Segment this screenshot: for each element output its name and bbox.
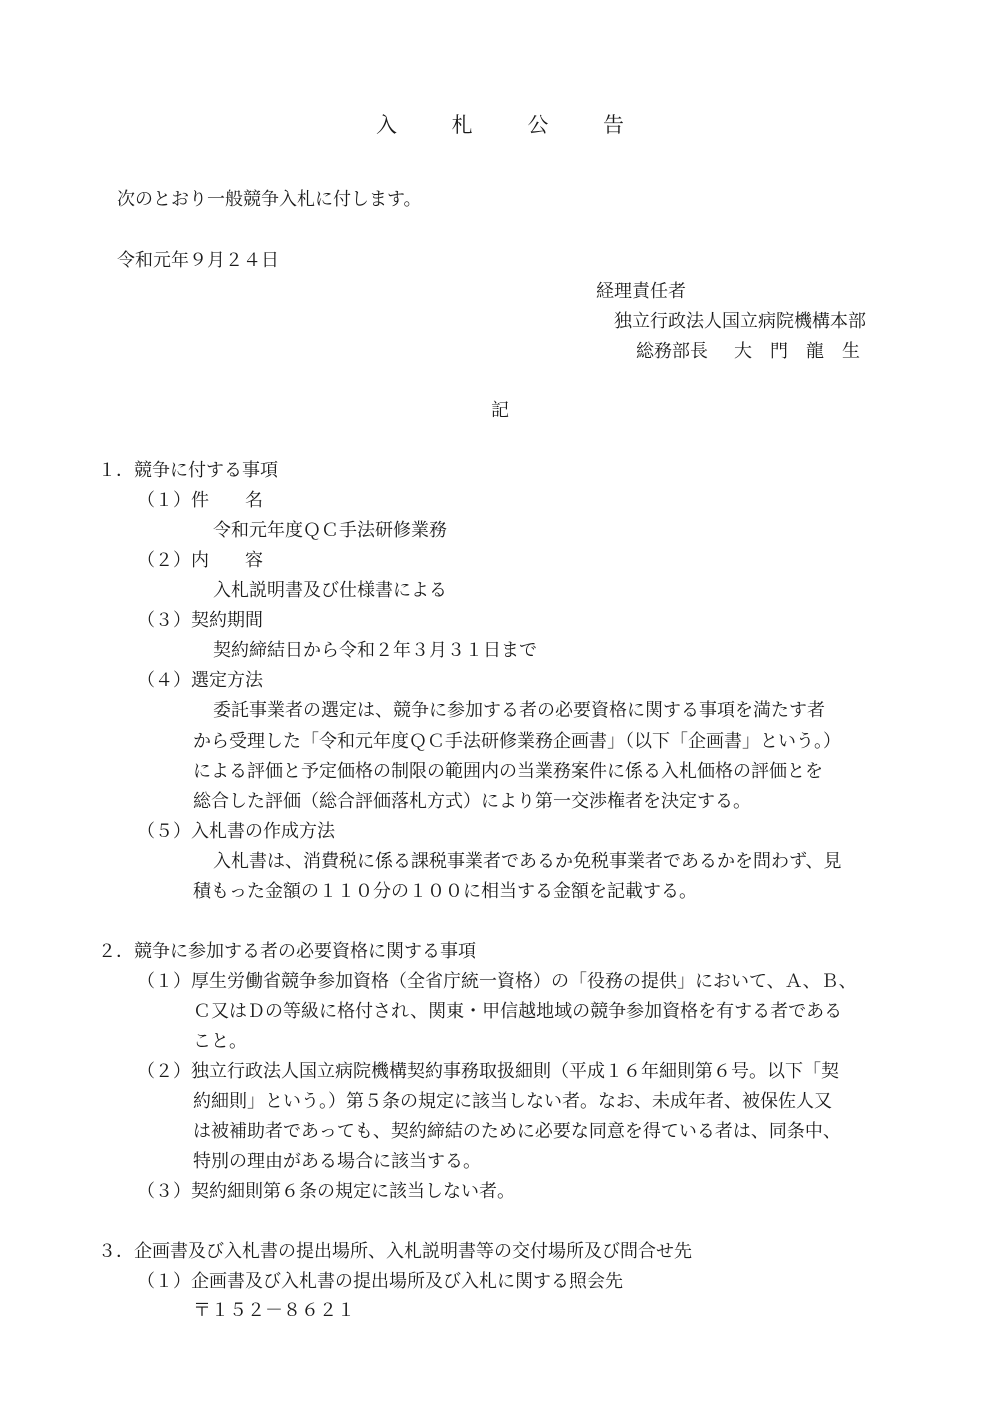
- s1-item3-label: （３）契約期間: [137, 610, 263, 631]
- s1-item2-label: （２）内 容: [137, 550, 263, 571]
- s1-item5-line: 入札書は、消費税に係る課税事業者であるか免税事業者であるかを問わず、見: [213, 851, 842, 872]
- s1-item1-label: （１）件 名: [137, 490, 263, 511]
- ki-marker: 記: [491, 400, 509, 421]
- signatory-line: [636, 341, 860, 363]
- signatory-role: 経理責任者: [596, 281, 686, 302]
- s1-item1-text: 令和元年度ＱＣ手法研修業務: [213, 520, 447, 541]
- s3-item1-text: （１）企画書及び入札書の提出場所及び入札に関する照会先: [137, 1271, 623, 1292]
- s2-item2-line: は被補助者であっても、契約締結のために必要な同意を得ている者は、同条中、: [193, 1121, 841, 1142]
- document-title: 入 札 公 告: [375, 113, 649, 137]
- s2-item3-text: （３）契約細則第６条の規定に該当しない者。: [137, 1181, 515, 1202]
- s1-item3-text: 契約締結日から令和２年３月３１日まで: [213, 640, 537, 661]
- s1-item4-label: （４）選定方法: [137, 670, 263, 691]
- s3-postal-code: 〒１５２－８６２１: [193, 1300, 355, 1321]
- s1-item5-line: 積もった金額の１１０分の１００に相当する金額を記載する。: [193, 881, 697, 902]
- section-1-heading: １．競争に付する事項: [98, 460, 278, 481]
- s2-item2-line: 特別の理由がある場合に該当する。: [193, 1151, 481, 1172]
- s2-item2-line: 約細則」という。）第５条の規定に該当しない者。なお、未成年者、被保佐人又: [193, 1091, 832, 1112]
- s1-item4-line: 委託事業者の選定は、競争に参加する者の必要資格に関する事項を満たす者: [213, 700, 825, 721]
- s2-item2-line: （２）独立行政法人国立病院機構契約事務取扱細則（平成１６年細則第６号。以下「契: [137, 1061, 839, 1082]
- signatory-organization: 独立行政法人国立病院機構本部: [614, 311, 866, 332]
- s1-item4-line: から受理した「令和元年度ＱＣ手法研修業務企画書」（以下「企画書」という。）: [193, 731, 841, 752]
- section-3-heading: ３．企画書及び入札書の提出場所、入札説明書等の交付場所及び問合せ先: [98, 1241, 692, 1262]
- section-2-heading: ２．競争に参加する者の必要資格に関する事項: [98, 941, 476, 962]
- s2-item1-line: こと。: [193, 1031, 247, 1052]
- s1-item5-label: （５）入札書の作成方法: [137, 821, 335, 842]
- s1-item2-text: 入札説明書及び仕様書による: [213, 580, 447, 601]
- signatory-name: 大 門 龍 生: [734, 341, 860, 362]
- s2-item1-line: Ｃ又はＤの等級に格付され、関東・甲信越地域の競争参加資格を有する者である: [193, 1001, 843, 1022]
- s1-item4-line: 総合した評価（総合評価落札方式）により第一交渉権者を決定する。: [193, 791, 751, 812]
- signatory-position: 総務部長: [636, 341, 708, 362]
- intro-text: 次のとおり一般競争入札に付します。: [117, 189, 422, 210]
- s2-item1-line: （１）厚生労働省競争参加資格（全省庁統一資格）の「役務の提供」において、Ａ、Ｂ、: [137, 971, 857, 992]
- s1-item4-line: による評価と予定価格の制限の範囲内の当業務案件に係る入札価格の評価とを: [193, 761, 823, 782]
- notice-date: 令和元年９月２４日: [117, 250, 279, 271]
